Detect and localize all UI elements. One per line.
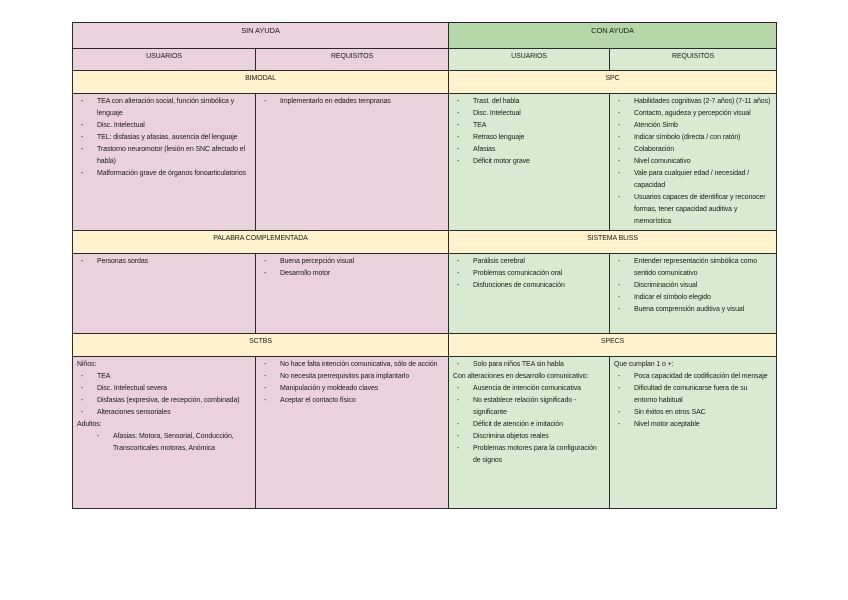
- list-item: - Retraso lenguaje: [453, 132, 605, 144]
- list-item: - Nivel motor aceptable: [614, 419, 772, 431]
- bimodal-requisitos: [256, 94, 449, 231]
- column-requisitos-sin: REQUISITOS: [256, 49, 449, 71]
- list-item: - Afasias: [453, 144, 605, 156]
- column-requisitos-con: REQUISITOS: [610, 49, 777, 71]
- spc-usuarios: [449, 94, 610, 231]
- list-item: - Aceptar el contacto físico: [260, 395, 444, 407]
- system-title-sctbs: SCTBS: [73, 334, 449, 357]
- system-title-bimodal: BIMODAL: [73, 71, 449, 94]
- sctbs-requisitos: [256, 357, 449, 509]
- list-item: - No necesita prerrequisitos para implantarlo: [260, 371, 444, 383]
- list-item: - Trastorno neuromotor (lesión en SNC afectado el habla): [77, 144, 251, 168]
- specs-requisitos-intro: Que cumplan 1 o +:: [614, 361, 674, 368]
- list-item: - TEA: [453, 120, 605, 132]
- list-item: - Discrimina objetos reales: [453, 431, 605, 443]
- list-item: - Vale para cualquier edad / necesidad / capacidad: [614, 168, 772, 192]
- bimodal-usuarios: [73, 94, 256, 231]
- list-item: - No establece relación significado - significante: [453, 395, 605, 419]
- list-item: - Indicar el símbolo elegido: [614, 292, 772, 304]
- list-item: - Dificultad de comunicarse fuera de su entorno habitual: [614, 383, 772, 407]
- list-item: - TEL: disfasias y afasias, ausencia del lenguaje: [77, 132, 251, 144]
- system-title-bliss: SISTEMA BLISS: [449, 231, 777, 254]
- sac-comparison-table: [72, 22, 777, 509]
- specs-usuarios: [449, 357, 610, 509]
- list-item: - Atención Simb: [614, 120, 772, 132]
- list-item: - Desarrollo motor: [260, 268, 444, 280]
- sctbs-usuarios: [73, 357, 256, 509]
- list-item: - Disc. Intelectual: [453, 108, 605, 120]
- bliss-usuarios: [449, 254, 610, 334]
- column-usuarios-sin: USUARIOS: [73, 49, 256, 71]
- sctbs-adultos-label: Adultos:: [77, 421, 102, 428]
- list-item: - Problemas comunicación oral: [453, 268, 605, 280]
- list-item: - Contacto, agudeza y percepción visual: [614, 108, 772, 120]
- list-item: - Ausencia de intención comunicativa: [453, 383, 605, 395]
- list-item: - Poca capacidad de codificación del mensaje: [614, 371, 772, 383]
- spc-requisitos: [610, 94, 777, 231]
- list-item: - Indicar símbolo (directa / con ratón): [614, 132, 772, 144]
- list-item: - No hace falta intención comunicativa, sólo de acción: [260, 359, 444, 371]
- list-item: - Solo para niños TEA sin habla: [453, 359, 605, 371]
- list-item: - Disc. Intelectual severa: [77, 383, 251, 395]
- list-item: - Déficit motor grave: [453, 156, 605, 168]
- list-item: - Manipulación y moldeado claves: [260, 383, 444, 395]
- sctbs-ninos-label: Niños:: [77, 361, 97, 368]
- list-item: - Disc. Intelectual: [77, 120, 251, 132]
- bliss-requisitos: [610, 254, 777, 334]
- header-sin-ayuda: SIN AYUDA: [73, 23, 449, 49]
- system-title-spc: SPC: [449, 71, 777, 94]
- list-item: - Entender representación simbólica como sentido comunicativo: [614, 256, 772, 280]
- list-item: - TEA: [77, 371, 251, 383]
- list-item: - Disfunciones de comunicación: [453, 280, 605, 292]
- list-item: - Nivel comunicativo: [614, 156, 772, 168]
- list-item: - Buena percepción visual: [260, 256, 444, 268]
- list-item: - Personas sordas: [77, 256, 251, 268]
- specs-usuarios-intro: Con alteraciones en desarrollo comunicativo:: [453, 373, 589, 380]
- list-item: - Afasias: Motora, Sensorial, Conducción, Transcorticales motoras, Anómica: [77, 431, 251, 455]
- header-con-ayuda: CON AYUDA: [449, 23, 777, 49]
- list-item: - Parálisis cerebral: [453, 256, 605, 268]
- palabra-usuarios: [73, 254, 256, 334]
- list-item: - Problemas motores para la configuración de signos: [453, 443, 605, 467]
- list-item: - Alteraciones sensoriales: [77, 407, 251, 419]
- list-item: - Usuarios capaces de identificar y reconocer formas, tener capacidad auditiva y memorística: [614, 192, 772, 228]
- list-item: - Déficit de atención e imitación: [453, 419, 605, 431]
- list-item: - Implementarlo en edades tempranas: [260, 96, 444, 108]
- system-title-palabra-complementada: PALABRA COMPLEMENTADA: [73, 231, 449, 254]
- list-item: - Trast. del habla: [453, 96, 605, 108]
- list-item: - Disfasias (expresiva, de recepción, combinada): [77, 395, 251, 407]
- list-item: - Sin éxitos en otros SAC: [614, 407, 772, 419]
- list-item: - Habilidades cognitivas (2-7 años) (7-11 años): [614, 96, 772, 108]
- list-item: - Discriminación visual: [614, 280, 772, 292]
- column-usuarios-con: USUARIOS: [449, 49, 610, 71]
- list-item: - Colaboración: [614, 144, 772, 156]
- list-item: - TEA con alteración social, función simbólica y lenguaje: [77, 96, 251, 120]
- palabra-requisitos: [256, 254, 449, 334]
- specs-requisitos: [610, 357, 777, 509]
- list-item: - Malformación grave de órganos fonoarticulatorios: [77, 168, 251, 180]
- list-item: - Buena comprensión auditiva y visual: [614, 304, 772, 316]
- system-title-specs: SPECS: [449, 334, 777, 357]
